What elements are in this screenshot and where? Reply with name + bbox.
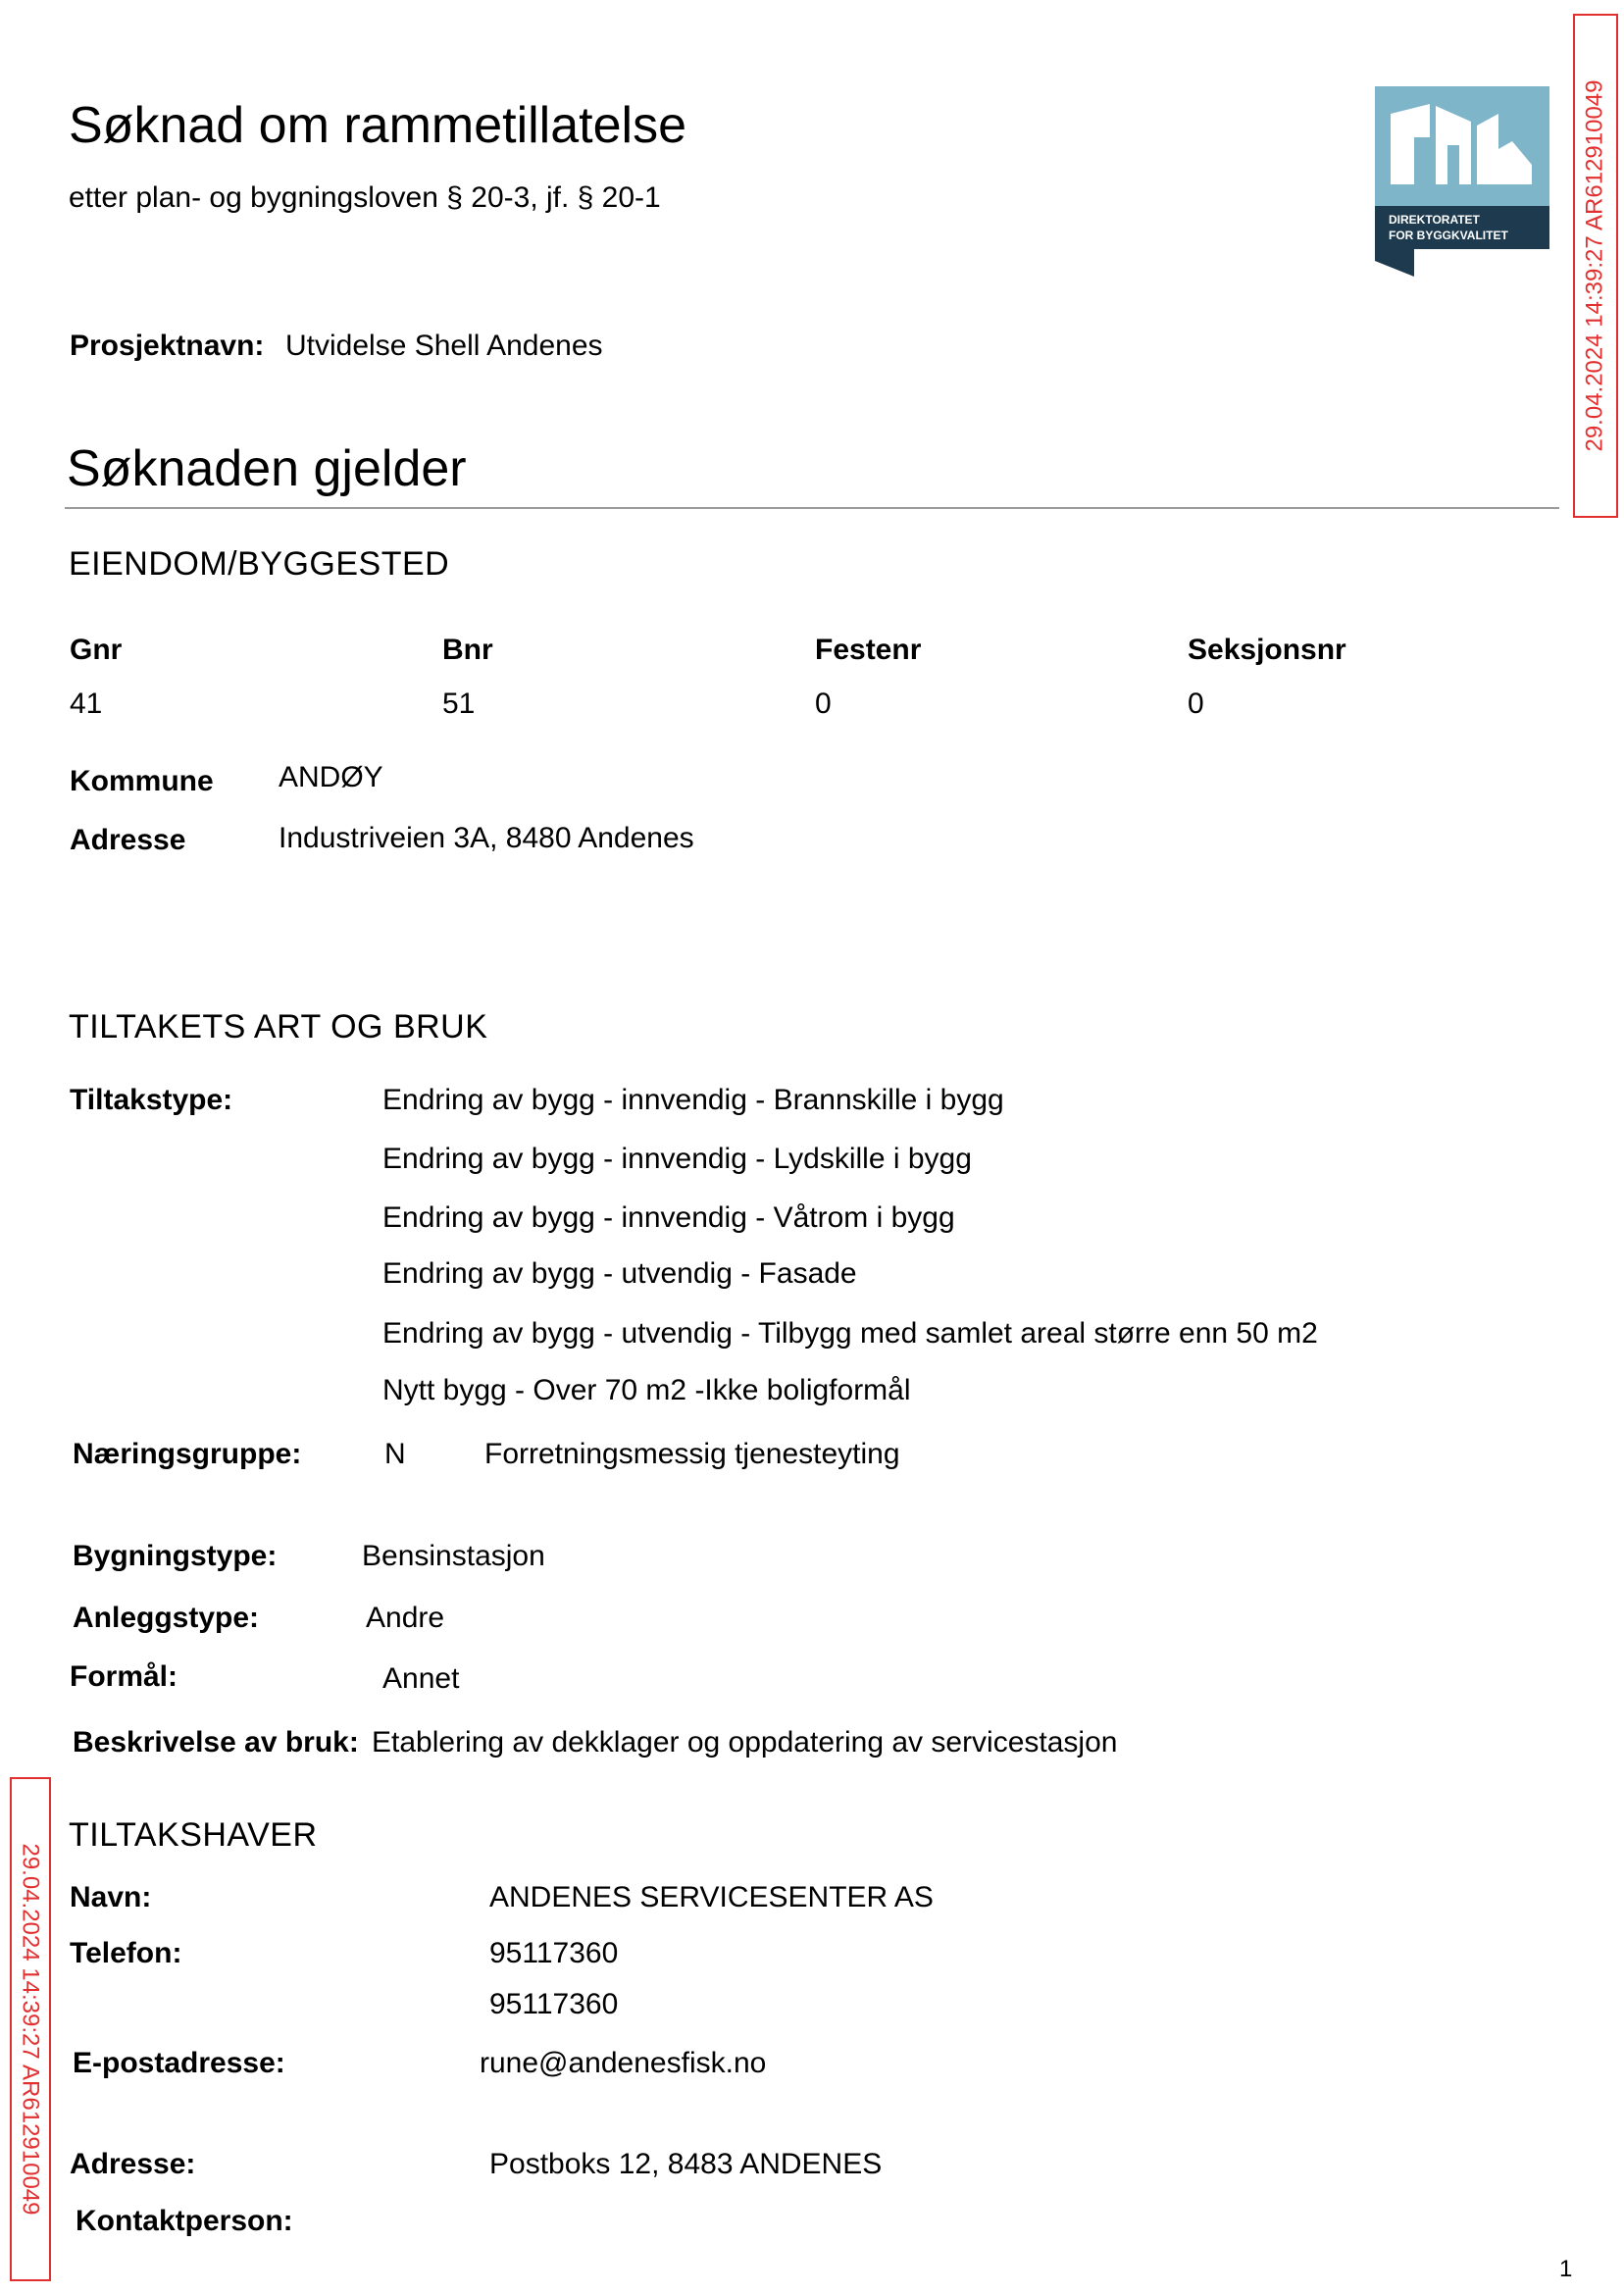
owner-navn-value: ANDENES SERVICESENTER AS <box>489 1881 934 1913</box>
tiltakstype-label: Tiltakstype: <box>70 1084 233 1116</box>
section-heading: Søknaden gjelder <box>67 440 467 497</box>
anleggstype-value: Andre <box>366 1602 445 1634</box>
page-number: 1 <box>1559 2256 1573 2282</box>
bygningstype-value: Bensinstasjon <box>362 1540 545 1572</box>
bygningstype-label: Bygningstype: <box>73 1540 278 1572</box>
tiltakstype-item: Endring av bygg - innvendig - Lydskille i bygg <box>382 1143 972 1175</box>
owner-section-title: TILTAKSHAVER <box>69 1816 318 1854</box>
tiltakstype-item: Nytt bygg - Over 70 m2 -Ikke boligformål <box>382 1374 911 1406</box>
measures-section-title: TILTAKETS ART OG BRUK <box>69 1008 488 1045</box>
tiltakstype-item: Endring av bygg - innvendig - Våtrom i bygg <box>382 1201 955 1234</box>
owner-epost-label: E-postadresse: <box>73 2047 285 2079</box>
owner-telefon-value-2: 95117360 <box>489 1988 619 2020</box>
owner-adresse-value: Postboks 12, 8483 ANDENES <box>489 2148 883 2180</box>
tiltakstype-item: Endring av bygg - innvendig - Brannskille i bygg <box>382 1084 1004 1116</box>
owner-telefon-value-1: 95117360 <box>489 1937 619 1969</box>
project-label: Prosjektnavn: <box>70 330 265 362</box>
stamp-top: 29.04.2024 14:39:27 AR612910049 <box>1573 14 1618 518</box>
document-title: Søknad om rammetillatelse <box>69 97 686 154</box>
owner-kontakt-label: Kontaktperson: <box>76 2205 293 2237</box>
owner-navn-label: Navn: <box>70 1881 152 1913</box>
logo-line2: FOR BYGGKVALITET <box>1389 229 1508 242</box>
formaal-label: Formål: <box>70 1660 178 1693</box>
adresse-value: Industriveien 3A, 8480 Andenes <box>279 822 694 854</box>
beskrivelse-value: Etablering av dekklager og oppdatering av servicestasjon <box>372 1726 1118 1759</box>
gnr-value: 41 <box>70 688 103 720</box>
heading-rule <box>65 507 1559 509</box>
owner-adresse-label: Adresse: <box>70 2148 196 2180</box>
festenr-value: 0 <box>815 688 832 720</box>
anleggstype-label: Anleggstype: <box>73 1602 260 1634</box>
naeringsgruppe-text: Forretningsmessig tjenesteyting <box>484 1438 900 1470</box>
tiltakstype-item: Endring av bygg - utvendig - Fasade <box>382 1257 857 1290</box>
tiltakstype-item: Endring av bygg - utvendig - Tilbygg med samlet areal større enn 50 m2 <box>382 1317 1318 1350</box>
seksjonsnr-label: Seksjonsnr <box>1188 634 1346 666</box>
gnr-label: Gnr <box>70 634 123 666</box>
document-subtitle: etter plan- og bygningsloven § 20-3, jf. § 20-1 <box>69 181 661 214</box>
property-section-title: EIENDOM/BYGGESTED <box>69 545 450 583</box>
festenr-label: Festenr <box>815 634 922 666</box>
naeringsgruppe-label: Næringsgruppe: <box>73 1438 302 1470</box>
owner-telefon-label: Telefon: <box>70 1937 182 1969</box>
adresse-label: Adresse <box>70 824 186 856</box>
stamp-left: 29.04.2024 14:39:27 AR612910049 <box>10 1777 51 2281</box>
naeringsgruppe-code: N <box>384 1438 406 1470</box>
logo-line1: DIREKTORATET <box>1389 213 1480 227</box>
kommune-value: ANDØY <box>279 761 383 793</box>
owner-epost-value: rune@andenesfisk.no <box>480 2047 767 2079</box>
dibk-logo <box>1375 86 1549 277</box>
seksjonsnr-value: 0 <box>1188 688 1204 720</box>
formaal-value: Annet <box>382 1662 460 1695</box>
kommune-label: Kommune <box>70 765 214 797</box>
bnr-value: 51 <box>442 688 476 720</box>
beskrivelse-label: Beskrivelse av bruk: <box>73 1726 359 1759</box>
project-value: Utvidelse Shell Andenes <box>285 330 603 362</box>
bnr-label: Bnr <box>442 634 493 666</box>
